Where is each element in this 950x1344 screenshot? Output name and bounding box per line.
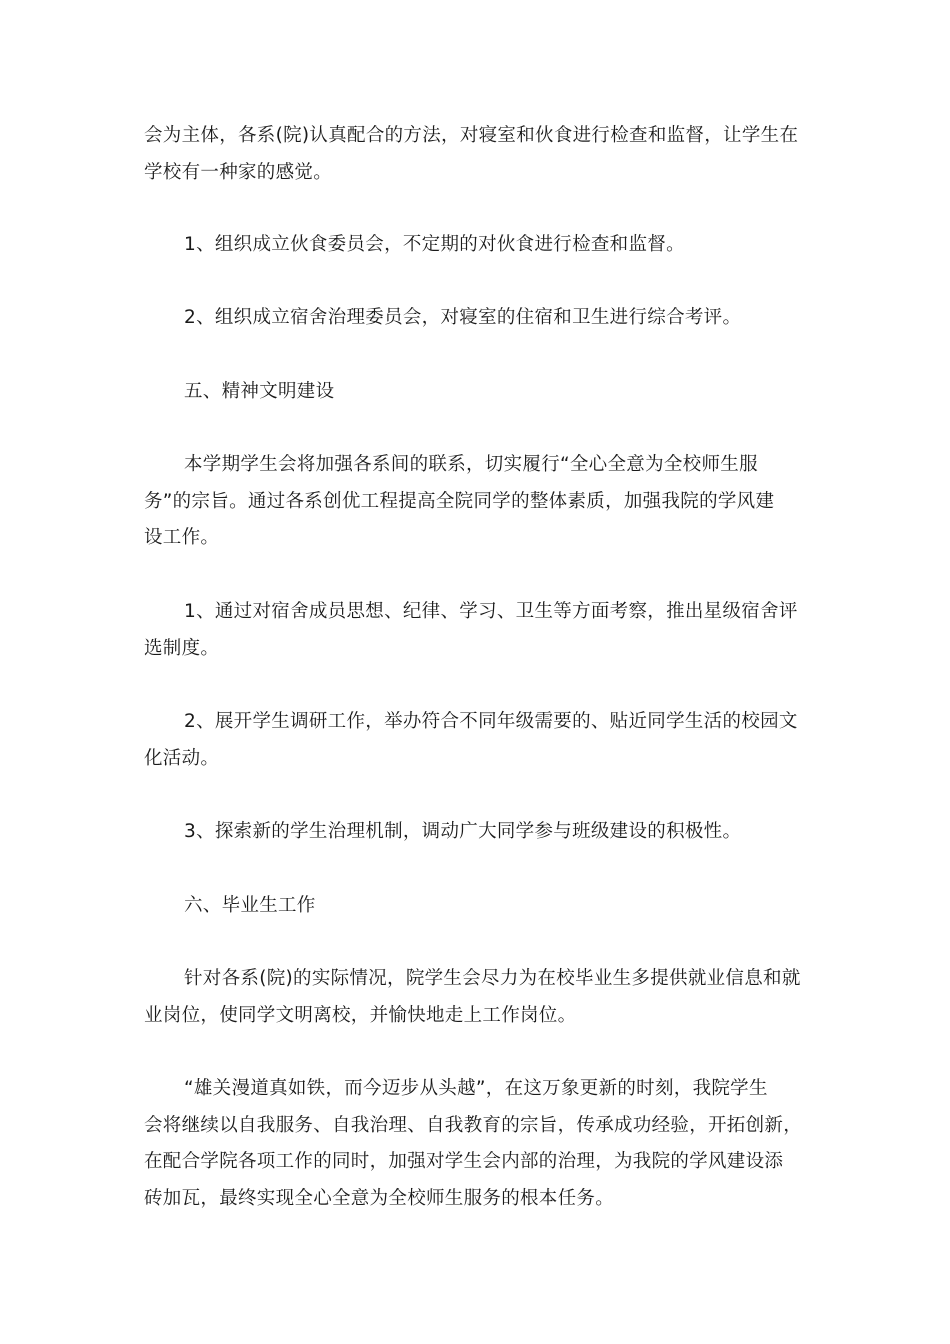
text-line: 1、通过对宿舍成员思想、纪律、学习、卫生等方面考察，推出星级宿舍评 [184, 601, 798, 622]
body-paragraph [144, 961, 812, 1034]
text-line: 1、组织成立伙食委员会，不定期的对伙食进行检查和监督。 [184, 234, 685, 255]
list-item-paragraph [144, 594, 812, 667]
text-line: “雄关漫道真如铁，而今迈步从头越”，在这万象更新的时刻，我院学生 [184, 1078, 768, 1099]
text-line: 设工作。 [144, 527, 220, 548]
text-line: 砖加瓦，最终实现全心全意为全校师生服务的根本任务。 [144, 1187, 615, 1209]
list-item-paragraph [144, 704, 812, 777]
text-line: 3、探索新的学生治理机制，调动广大同学参与班级建设的积极性。 [184, 821, 742, 842]
section-heading [144, 888, 812, 925]
body-paragraph [144, 1071, 812, 1217]
text-line: 化活动。 [144, 747, 220, 769]
text-line: 业岗位，使同学文明离校，并愉快地走上工作岗位。 [144, 1004, 577, 1026]
list-item-paragraph [144, 300, 812, 337]
text-line: 选制度。 [144, 637, 220, 659]
text-line: 务”的宗旨。通过各系创优工程提高全院同学的整体素质，加强我院的学风建 [144, 490, 775, 512]
text-line: 五、精神文明建设 [184, 381, 335, 402]
body-paragraph [144, 447, 812, 557]
list-item-paragraph [144, 814, 812, 851]
text-line: 2、展开学生调研工作，举办符合不同年级需要的、贴近同学生活的校园文 [184, 711, 798, 732]
section-heading [144, 374, 812, 411]
body-paragraph [144, 118, 812, 191]
text-line: 在配合学院各项工作的同时，加强对学生会内部的治理，为我院的学风建设添 [144, 1151, 784, 1172]
text-line: 针对各系(院)的实际情况，院学生会尽力为在校毕业生多提供就业信息和就 [184, 968, 801, 989]
list-item-paragraph [144, 227, 812, 264]
text-line: 六、毕业生工作 [184, 895, 316, 916]
text-line: 会为主体，各系(院)认真配合的方法，对寝室和伙食进行检查和监督，让学生在 [144, 125, 799, 146]
text-line: 学校有一种家的感觉。 [144, 161, 333, 183]
text-line: 2、组织成立宿舍治理委员会，对寝室的住宿和卫生进行综合考评。 [184, 307, 742, 328]
text-line: 会将继续以自我服务、自我治理、自我教育的宗旨，传承成功经验，开拓创新， [144, 1114, 803, 1136]
text-line: 本学期学生会将加强各系间的联系，切实履行“全心全意为全校师生服 [184, 454, 758, 475]
